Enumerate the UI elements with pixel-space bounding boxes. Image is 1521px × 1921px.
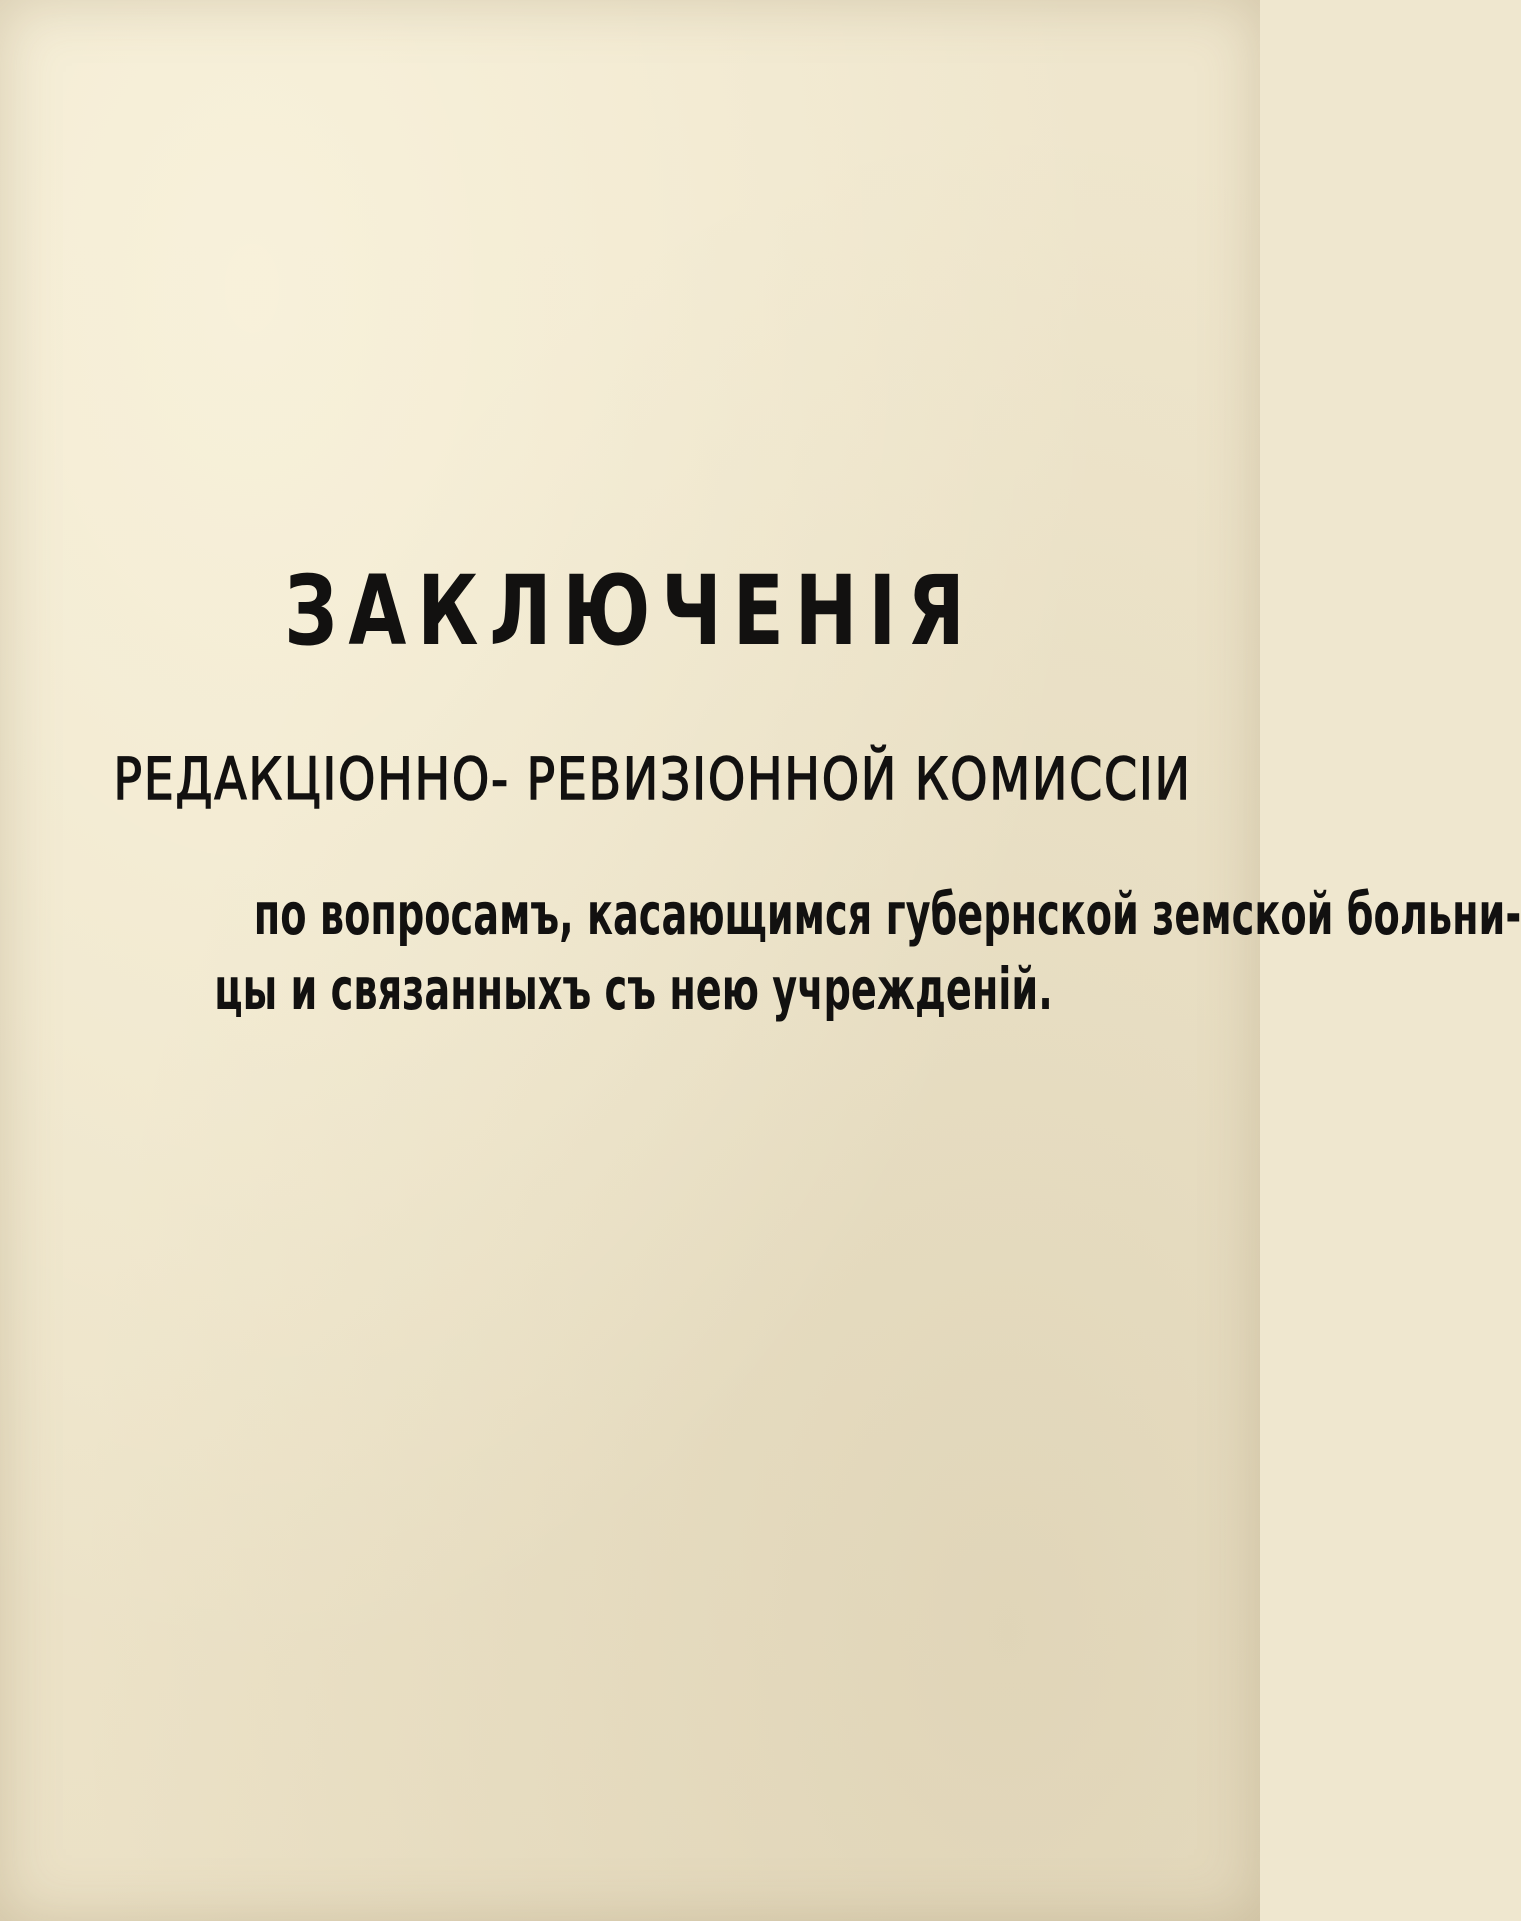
description-line-2: цы и связанныхъ съ нею учрежденій. <box>214 955 1053 1023</box>
description-line-1: по вопросамъ, касающимся губернской земской больни- <box>253 880 1521 948</box>
document-title: ЗАКЛЮЧЕНІЯ <box>284 555 976 667</box>
document-subtitle: РЕДАКЦІОННО- РЕВИЗІОННОЙ КОМИССІИ <box>113 745 1192 813</box>
